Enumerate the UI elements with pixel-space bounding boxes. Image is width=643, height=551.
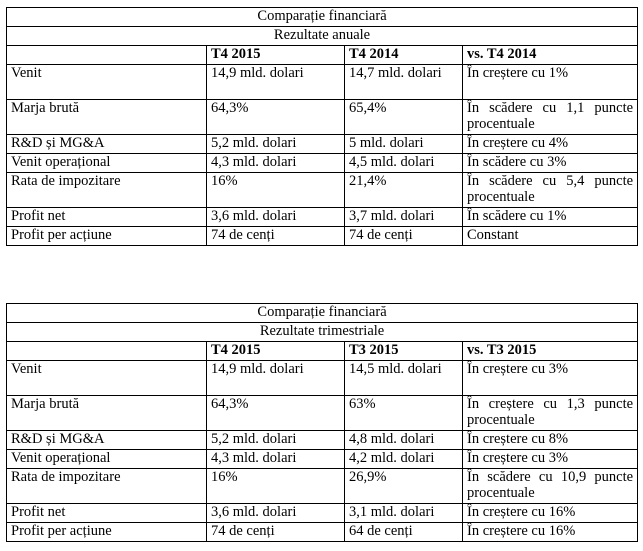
table-cell: 5,2 mld. dolari: [207, 431, 345, 450]
table-cell: 21,4%: [345, 173, 463, 208]
row-label: Venit operațional: [7, 450, 207, 469]
table-cell: 64,3%: [207, 100, 345, 135]
table-cell: 4,3 mld. dolari: [207, 154, 345, 173]
table-cell: 14,7 mld. dolari: [345, 65, 463, 100]
quarterly-results-table: [6, 303, 638, 542]
table-cell: În scădere cu 3%: [463, 154, 638, 173]
row-label: Profit net: [7, 504, 207, 523]
table-cell: 16%: [207, 173, 345, 208]
header-cell: [7, 342, 207, 361]
table-cell: 65,4%: [345, 100, 463, 135]
table-cell: 3,1 mld. dolari: [345, 504, 463, 523]
table-cell: În creștere cu 3%: [463, 361, 638, 396]
row-label: Marja brută: [7, 100, 207, 135]
table-cell: În creștere cu 1,3 puncte procentuale: [463, 396, 638, 431]
table-row: [7, 173, 638, 208]
annual-results-table: [6, 7, 638, 246]
table-row: [7, 396, 638, 431]
table-row: [7, 431, 638, 450]
header-cell: T4 2015: [207, 342, 345, 361]
table-cell: 3,7 mld. dolari: [345, 208, 463, 227]
table-cell: 14,9 mld. dolari: [207, 65, 345, 100]
table-cell: În creștere cu 3%: [463, 450, 638, 469]
table-cell: 74 de cenți: [207, 523, 345, 542]
table-cell: 5,2 mld. dolari: [207, 135, 345, 154]
table-cell: 4,8 mld. dolari: [345, 431, 463, 450]
table-row: [7, 135, 638, 154]
table-row: [7, 361, 638, 396]
table-cell: În creștere cu 4%: [463, 135, 638, 154]
table-cell: 74 de cenți: [345, 227, 463, 246]
row-label: Venit: [7, 361, 207, 396]
row-label: R&D și MG&A: [7, 135, 207, 154]
header-cell: T3 2015: [345, 342, 463, 361]
table-row: [7, 154, 638, 173]
row-label: Venit: [7, 65, 207, 100]
header-cell: T4 2014: [345, 46, 463, 65]
table-row: [7, 450, 638, 469]
table-row: [7, 65, 638, 100]
header-cell: T4 2015: [207, 46, 345, 65]
table-cell: 16%: [207, 469, 345, 504]
row-label: Rata de impozitare: [7, 469, 207, 504]
table-title: Comparație financiară: [7, 8, 638, 27]
row-label: Profit per acțiune: [7, 227, 207, 246]
table-row: [7, 523, 638, 542]
table-row: [7, 208, 638, 227]
table-row: [7, 227, 638, 246]
table-cell: În creștere cu 8%: [463, 431, 638, 450]
table-cell: 64 de cenți: [345, 523, 463, 542]
table-subtitle: Rezultate trimestriale: [7, 323, 638, 342]
table-title: Comparație financiară: [7, 304, 638, 323]
table-cell: 63%: [345, 396, 463, 431]
header-cell: vs. T4 2014: [463, 46, 638, 65]
table-cell: 14,9 mld. dolari: [207, 361, 345, 396]
table-cell: Constant: [463, 227, 638, 246]
table-cell: 26,9%: [345, 469, 463, 504]
row-label: Marja brută: [7, 396, 207, 431]
row-label: R&D și MG&A: [7, 431, 207, 450]
table-cell: În creștere cu 16%: [463, 523, 638, 542]
header-cell: [7, 46, 207, 65]
table-row: [7, 100, 638, 135]
header-cell: vs. T3 2015: [463, 342, 638, 361]
table-cell: 4,3 mld. dolari: [207, 450, 345, 469]
table-cell: În creștere cu 1%: [463, 65, 638, 100]
row-label: Venit operațional: [7, 154, 207, 173]
table-cell: 5 mld. dolari: [345, 135, 463, 154]
table-row: [7, 504, 638, 523]
table-cell: 64,3%: [207, 396, 345, 431]
table-header-row: [7, 46, 638, 65]
table-cell: 3,6 mld. dolari: [207, 504, 345, 523]
row-label: Rata de impozitare: [7, 173, 207, 208]
table-subtitle: Rezultate anuale: [7, 27, 638, 46]
table-cell: În scădere cu 1%: [463, 208, 638, 227]
table-cell: În creștere cu 16%: [463, 504, 638, 523]
table-cell: 4,2 mld. dolari: [345, 450, 463, 469]
table-cell: 3,6 mld. dolari: [207, 208, 345, 227]
table-cell: În scădere cu 5,4 puncte procentuale: [463, 173, 638, 208]
table-cell: În scădere cu 1,1 puncte procentuale: [463, 100, 638, 135]
table-cell: În scădere cu 10,9 puncte procentuale: [463, 469, 638, 504]
row-label: Profit per acțiune: [7, 523, 207, 542]
table-cell: 4,5 mld. dolari: [345, 154, 463, 173]
row-label: Profit net: [7, 208, 207, 227]
table-cell: 74 de cenți: [207, 227, 345, 246]
table-header-row: [7, 342, 638, 361]
table-row: [7, 469, 638, 504]
table-cell: 14,5 mld. dolari: [345, 361, 463, 396]
